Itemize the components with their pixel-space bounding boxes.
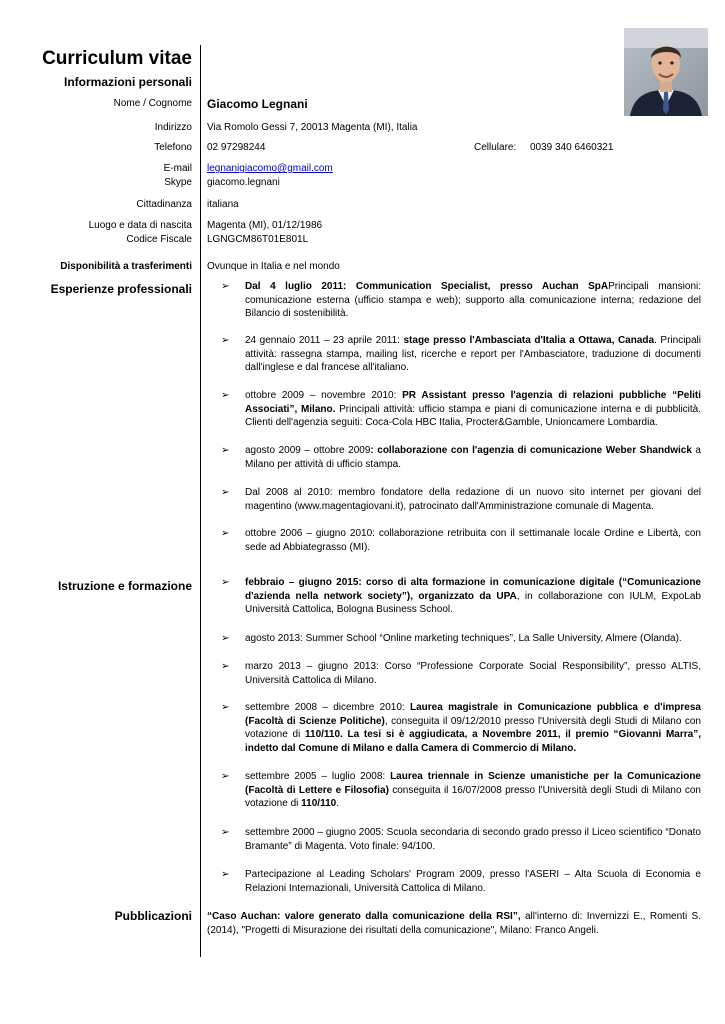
bullet-arrow-icon: ➢	[221, 335, 230, 346]
item-text: , conseguita il 09/12/2010 presso l'Università degli Studi di Milano con votazione di	[245, 715, 701, 740]
item-text: a Milano per attività di ufficio stampa.	[245, 445, 701, 470]
publication-text: all'interno di: Invernizzi E., Romenti S. (2014), "Progetti di Misurazione dei risultati della comunicazione", Milano: Franco Angeli.	[207, 911, 701, 936]
bullet-arrow-icon: ➢	[221, 528, 230, 539]
education-item	[221, 770, 701, 811]
item-text: settembre 2005 – luglio 2008:	[245, 771, 391, 782]
bullet-arrow-icon: ➢	[221, 869, 230, 880]
item-text: PR Assistant presso l'agenzia di relazioni pubbliche “Peliti Associati”, Milano.	[245, 390, 701, 415]
item-text: 24 gennaio 2011 – 23 aprile 2011:	[245, 335, 404, 346]
bullet-arrow-icon: ➢	[221, 487, 230, 498]
item-text: stage presso l'Ambasciata d'Italia a Ottawa, Canada	[403, 335, 655, 346]
publications-heading: Pubblicazioni	[114, 909, 192, 923]
item-text: , in collaborazione con IULM, ExpoLab Università Cattolica, Bologna Business School.	[245, 590, 701, 615]
experience-item	[221, 334, 701, 375]
item-text: Dal 2008 al 2010: membro fondatore della redazione di un nuovo sito internet per giovani del magentino (www.magentagiovani.it), patrocinato dall'Amministrazione comunale di Magenta.	[245, 487, 701, 512]
column-divider	[200, 45, 201, 957]
item-text: Dal 4 luglio 2011: Communication Specialist, presso Auchan SpA	[245, 281, 609, 292]
phone-value: 02 97298244	[207, 142, 266, 153]
skype-value: giacomo.legnani	[207, 177, 280, 188]
publication-title: “Caso Auchan: valore generato dalla comunicazione della RSI”,	[207, 911, 521, 922]
experience-item	[221, 280, 701, 321]
tax-code-label: Codice Fiscale	[126, 234, 192, 245]
mobile-label: Cellulare:	[474, 142, 517, 153]
item-text: Partecipazione al Leading Scholars' Program 2009, presso l'ASERI – Alta Scuola di Economia e Relazioni Internazionali, Università Cattolica di Milano.	[245, 869, 701, 894]
availability-label: Disponibilità a trasferimenti	[60, 261, 192, 272]
experience-item	[221, 389, 702, 430]
bullet-arrow-icon: ➢	[221, 661, 230, 672]
item-text: agosto 2009 – ottobre 2009	[245, 445, 371, 456]
tax-code-value: LGNGCM86T01E801L	[207, 234, 309, 245]
experience-heading: Esperienze professionali	[50, 282, 192, 296]
availability-value: Ovunque in Italia e nel mondo	[207, 261, 340, 272]
citizenship-value: italiana	[207, 199, 239, 210]
email-label: E-mail	[163, 163, 192, 174]
item-text: agosto 2013: Summer School “Online marketing techniques”, La Salle University, Almere (Olanda).	[245, 633, 682, 644]
item-text: febbraio – giugno 2015: corso di alta formazione in comunicazione digitale (“Comunicazione d'azienda nella network society”), organizzato da UPA	[245, 577, 701, 602]
address-label: Indirizzo	[154, 122, 192, 133]
item-text: Principali attività: ufficio stampa e piani di comunicazione interna e di pubblicità. Clienti dell'agenzia seguiti: Coca-Cola HBC Italia, Procter&Gamble, Unioncamere Lombardia.	[245, 403, 702, 428]
page-title: Curriculum vitae	[42, 48, 192, 69]
bullet-arrow-icon: ➢	[221, 281, 230, 292]
item-text: . Principali attività: rassegna stampa, mailing list, ricerche e report per l'Ambasciatore, traduzione di documenti dall'inglese e dal francese all'italiano.	[245, 335, 701, 373]
bullet-arrow-icon: ➢	[221, 577, 230, 588]
name-label: Nome / Cognome	[113, 98, 192, 109]
bullet-arrow-icon: ➢	[221, 445, 230, 456]
mobile-value: 0039 340 6460321	[530, 142, 614, 153]
item-text: marzo 2013 – giugno 2013: Corso “Professione Corporate Social Responsibility”, presso ALTIS, Università Cattolica di Milano.	[245, 661, 701, 686]
bullet-arrow-icon: ➢	[221, 827, 230, 838]
skype-label: Skype	[164, 177, 192, 188]
item-text: Principali mansioni: comunicazione esterna (ufficio stampa e web); supporto alla comunicazione interna; redazione del Bilancio di sostenibilità.	[245, 281, 701, 319]
experience-item	[221, 444, 701, 471]
birth-label: Luogo e data di nascita	[88, 220, 192, 231]
item-text: settembre 2008 – dicembre 2010:	[245, 702, 410, 713]
education-item	[221, 576, 701, 617]
item-text: ottobre 2009 – novembre 2010:	[245, 390, 403, 401]
item-text: Laurea triennale in Scienze umanistiche per la Comunicazione (Facoltà di Lettere e Filosofia)	[245, 771, 701, 796]
profile-photo	[624, 28, 708, 116]
experience-item	[221, 486, 701, 513]
address-value: Via Romolo Gessi 7, 20013 Magenta (MI), Italia	[207, 122, 418, 133]
item-text: ottobre 2006 – giugno 2010: collaborazione retribuita con il settimanale locale Ordine e Libertà, con sede ad Abbiategrasso (MI).	[245, 528, 701, 553]
birth-value: Magenta (MI), 01/12/1986	[207, 220, 323, 231]
bullet-arrow-icon: ➢	[221, 702, 230, 713]
education-item	[221, 826, 701, 853]
email-link[interactable]: legnanigiacomo@gmail.com	[207, 163, 333, 174]
item-text: : collaborazione con l'agenzia di comunicazione Weber Shandwick	[370, 445, 692, 456]
item-text: Laurea magistrale in Comunicazione pubblica e d'impresa (Facoltà di Scienze Politiche)	[245, 702, 701, 727]
education-item	[221, 660, 701, 687]
bullet-arrow-icon: ➢	[221, 771, 230, 782]
item-text: settembre 2000 – giugno 2005: Scuola secondaria di secondo grado presso il Liceo scientifico “Donato Bramante” di Magenta. Voto finale: 94/100.	[245, 827, 701, 852]
bullet-arrow-icon: ➢	[221, 390, 230, 401]
publication-entry	[207, 910, 701, 937]
bullet-arrow-icon: ➢	[221, 633, 230, 644]
education-heading: Istruzione e formazione	[57, 579, 192, 593]
item-text: 110/110	[301, 798, 337, 809]
item-text: .	[336, 798, 339, 809]
item-text: 110/110. La tesi si è aggiudicata, a Novembre 2011, il premio “Giovanni Marra”, indetto dal Comune di Milano e dalla Camera di Commercio di Milano.	[245, 729, 701, 754]
section-personal-heading: Informazioni personali	[63, 75, 192, 89]
phone-label: Telefono	[154, 142, 192, 153]
citizenship-label: Cittadinanza	[136, 199, 192, 210]
item-text: conseguita il 16/07/2008 presso l'Università degli Studi di Milano con votazione di	[245, 784, 701, 809]
education-item	[221, 868, 701, 895]
experience-item	[221, 527, 701, 554]
education-item	[221, 701, 701, 755]
full-name: Giacomo Legnani	[207, 97, 308, 111]
education-item	[221, 632, 701, 646]
